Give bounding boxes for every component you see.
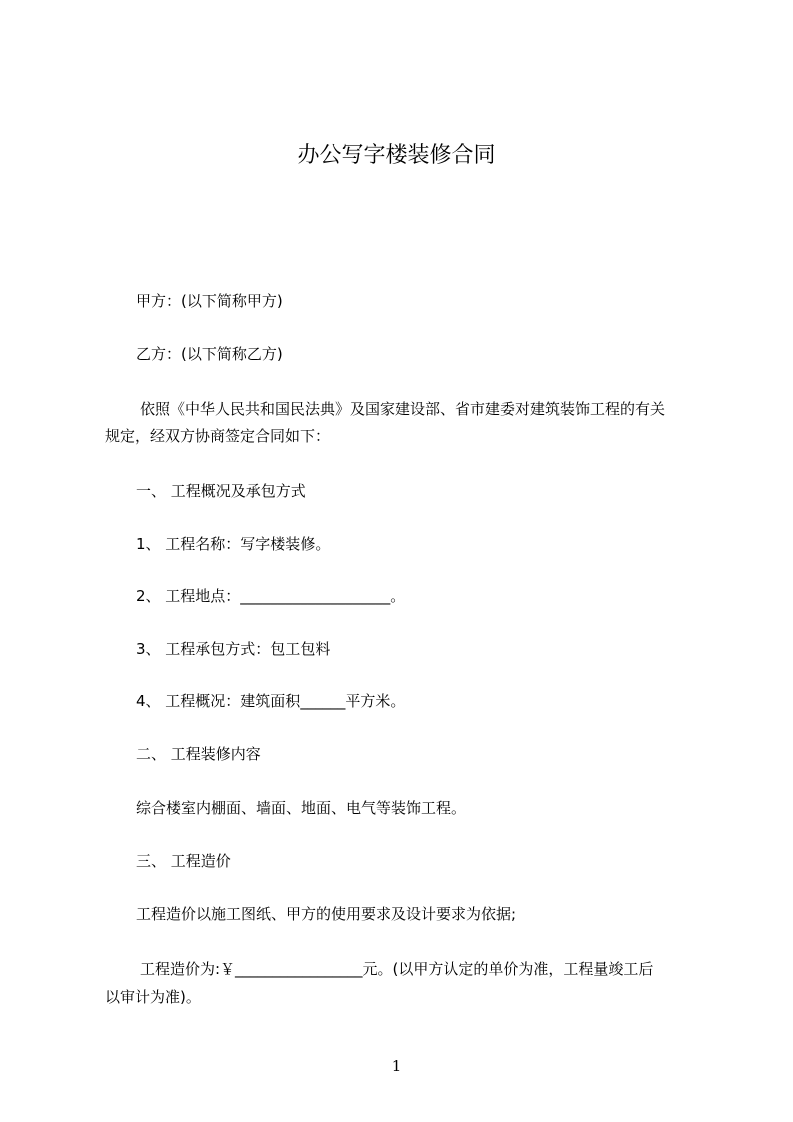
price-line-2: 以审计为准)。 (105, 988, 201, 1006)
section-3-body: 工程造价以施工图纸、甲方的使用要求及设计要求为依据; (136, 905, 517, 923)
section-2-body: 综合楼室内棚面、墙面、地面、电气等装饰工程。 (136, 799, 467, 817)
section-1-heading: 一、 工程概况及承包方式 (136, 482, 306, 500)
preamble-line-2: 规定，经双方协商签定合同如下： (105, 427, 331, 445)
page-number: 1 (391, 1057, 402, 1075)
party-b-line: 乙方：(以下简称乙方) (136, 345, 283, 363)
section-3-heading: 三、 工程造价 (136, 852, 231, 870)
item-3-contract-method: 3、 工程承包方式：包工包料 (136, 640, 331, 658)
party-a-line: 甲方：(以下简称甲方) (136, 292, 283, 310)
price-line-1: 工程造价为:￥_________________元。(以甲方认定的单价为准，工程量竣工后 (140, 960, 654, 978)
item-4-project-overview: 4、 工程概况：建筑面积______平方米。 (136, 692, 406, 710)
document-title: 办公写字楼装修合同 (297, 143, 496, 168)
item-2-project-location: 2、 工程地点：____________________。 (136, 587, 406, 605)
item-1-project-name: 1、 工程名称：写字楼装修。 (136, 535, 331, 553)
preamble-line-1: 依照《中华人民共和国民法典》及国家建设部、省市建委对建筑装饰工程的有关 (140, 400, 666, 418)
section-2-heading: 二、 工程装修内容 (136, 745, 261, 763)
